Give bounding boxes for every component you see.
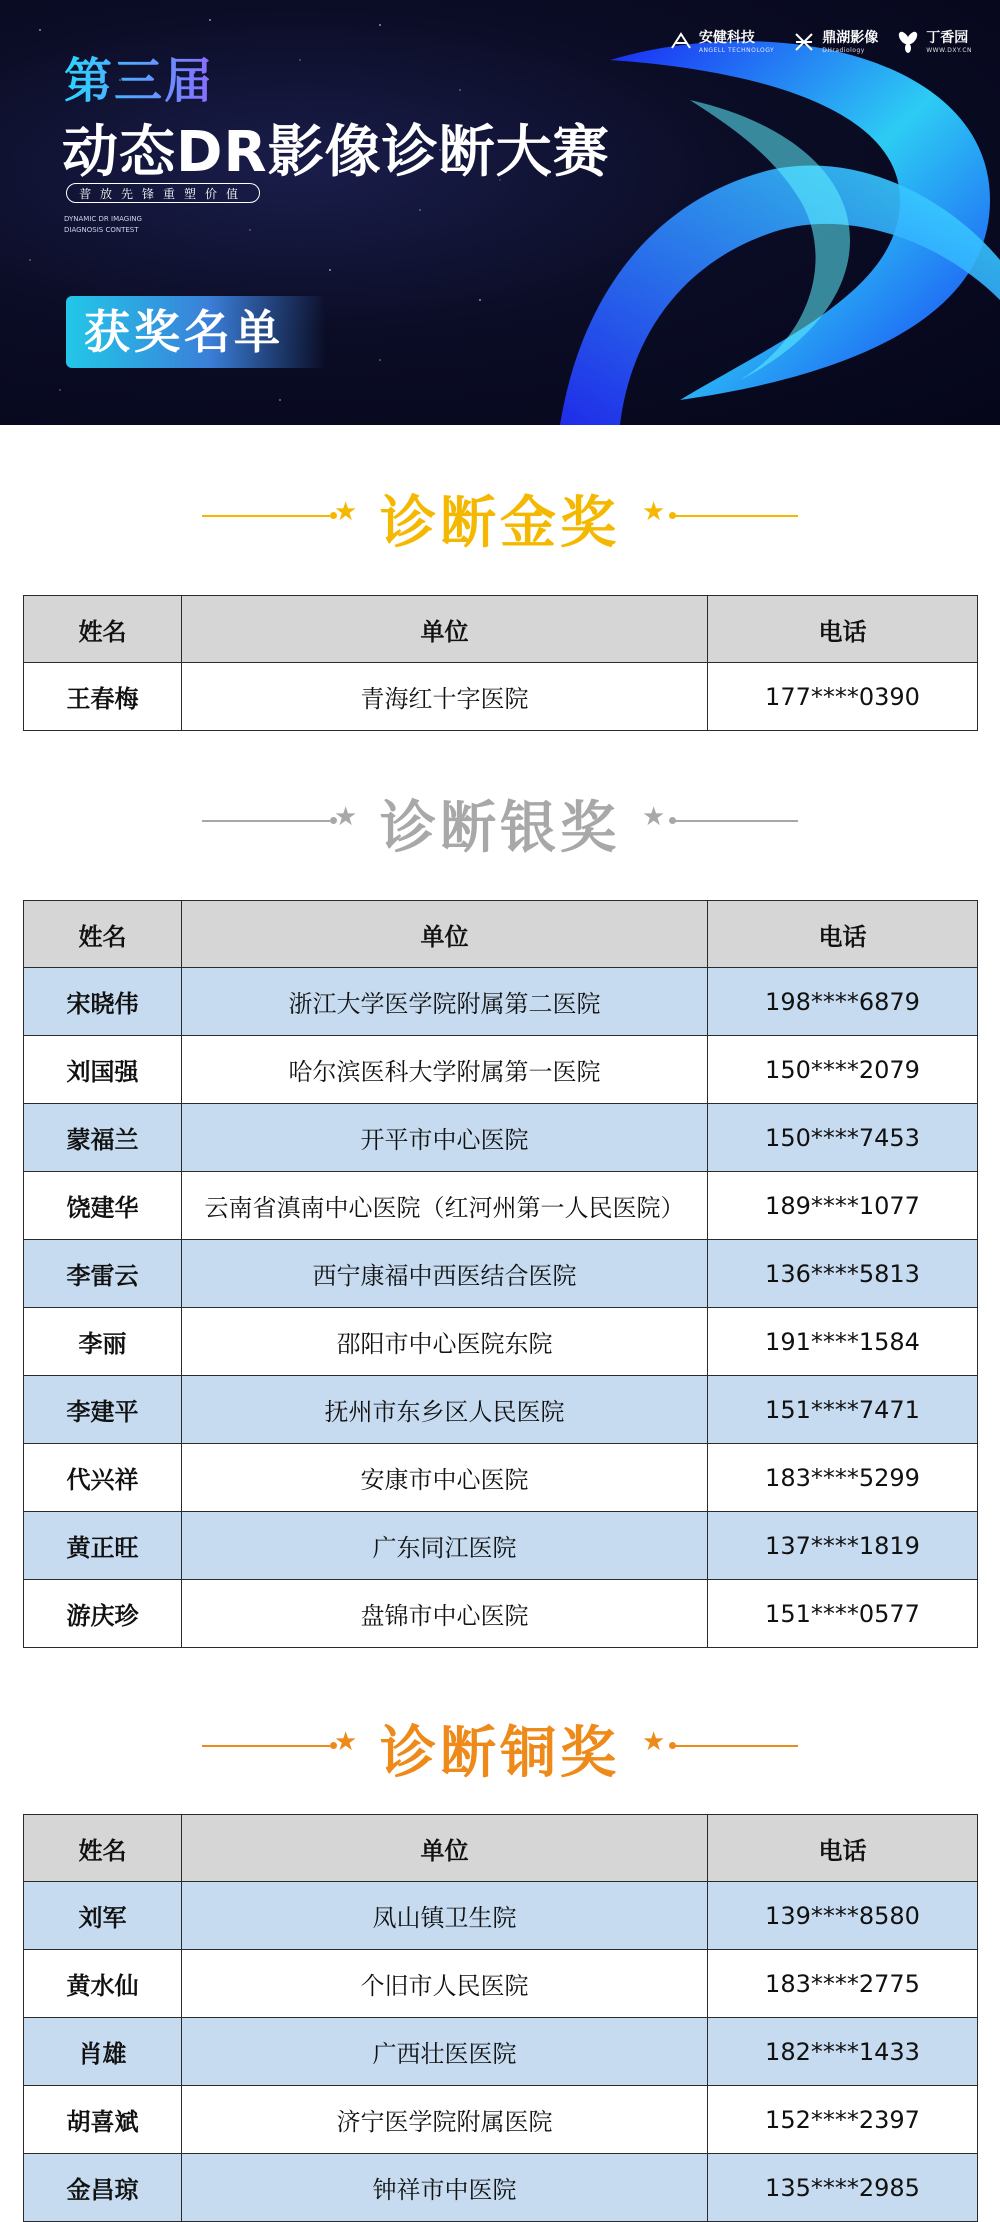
star-icon: ★ xyxy=(642,802,666,832)
gold-award-table xyxy=(23,595,978,731)
table-row xyxy=(24,663,978,731)
winner-phone: 177****0390 xyxy=(708,663,978,731)
winner-name: 饶建华 xyxy=(24,1172,182,1240)
table-row xyxy=(24,1376,978,1444)
winner-phone: 151****0577 xyxy=(708,1580,978,1648)
winner-phone: 183****5299 xyxy=(708,1444,978,1512)
winner-phone: 198****6879 xyxy=(708,968,978,1036)
winner-name: 黄水仙 xyxy=(24,1950,182,2018)
header-phone: 电话 xyxy=(708,596,978,663)
divider-line xyxy=(670,820,798,822)
winner-phone: 151****7471 xyxy=(708,1376,978,1444)
winner-name: 李丽 xyxy=(24,1308,182,1376)
sponsor-name: 安健科技 xyxy=(698,29,755,46)
blue-ribbon-graphic xyxy=(520,0,1000,425)
winner-phone: 191****1584 xyxy=(708,1308,978,1376)
silver-award-heading xyxy=(0,780,1000,860)
star-icon: ★ xyxy=(642,497,666,527)
table-header-row xyxy=(24,1815,978,1882)
header-phone: 电话 xyxy=(708,901,978,968)
winner-unit: 凤山镇卫生院 xyxy=(182,1882,708,1950)
table-row xyxy=(24,968,978,1036)
banner xyxy=(0,0,1000,425)
winner-phone: 152****2397 xyxy=(708,2086,978,2154)
header-unit: 单位 xyxy=(182,901,708,968)
winner-phone: 137****1819 xyxy=(708,1512,978,1580)
winner-unit: 钟祥市中医院 xyxy=(182,2154,708,2222)
star-icon: ★ xyxy=(334,1727,358,1757)
header-name: 姓名 xyxy=(24,1815,182,1882)
table-row xyxy=(24,1104,978,1172)
winner-unit: 广东同江医院 xyxy=(182,1512,708,1580)
table-header-row xyxy=(24,901,978,968)
sponsor-subname: ANGELL TECHNOLOGY xyxy=(698,46,775,54)
gold-award-heading xyxy=(0,475,1000,555)
sponsor-subname: DHradiology xyxy=(822,46,865,54)
winner-unit: 浙江大学医学院附属第二医院 xyxy=(182,968,708,1036)
star-icon: ★ xyxy=(334,497,358,527)
winner-unit: 西宁康福中西医结合医院 xyxy=(182,1240,708,1308)
table-row xyxy=(24,1580,978,1648)
winner-name: 李建平 xyxy=(24,1376,182,1444)
dxy-flower-logo-icon xyxy=(896,30,920,54)
winner-phone: 150****7453 xyxy=(708,1104,978,1172)
header-unit: 单位 xyxy=(182,596,708,663)
dinghu-logo-icon xyxy=(792,30,816,54)
winner-unit: 盘锦市中心医院 xyxy=(182,1580,708,1648)
divider-line xyxy=(670,1745,798,1747)
winner-phone: 136****5813 xyxy=(708,1240,978,1308)
table-header-row xyxy=(24,596,978,663)
header-phone: 电话 xyxy=(708,1815,978,1882)
bronze-award-table xyxy=(23,1814,978,2222)
winner-unit: 济宁医学院附属医院 xyxy=(182,2086,708,2154)
winners-list-badge: 获奖名单 xyxy=(66,296,326,368)
sponsor-logos xyxy=(669,30,972,54)
table-row xyxy=(24,1444,978,1512)
winner-name: 肖雄 xyxy=(24,2018,182,2086)
silver-award-title: 诊断银奖 xyxy=(380,796,620,861)
winner-phone: 135****2985 xyxy=(708,2154,978,2222)
winner-unit: 云南省滇南中心医院（红河州第一人民医院） xyxy=(182,1172,708,1240)
winner-name: 黄正旺 xyxy=(24,1512,182,1580)
table-row xyxy=(24,1950,978,2018)
winner-name: 王春梅 xyxy=(24,663,182,731)
winner-unit: 邵阳市中心医院东院 xyxy=(182,1308,708,1376)
winner-unit: 广西壮医医院 xyxy=(182,2018,708,2086)
winner-name: 宋晓伟 xyxy=(24,968,182,1036)
table-row xyxy=(24,2154,978,2222)
winner-phone: 139****8580 xyxy=(708,1882,978,1950)
winner-name: 蒙福兰 xyxy=(24,1104,182,1172)
table-row xyxy=(24,1308,978,1376)
winner-unit: 青海红十字医院 xyxy=(182,663,708,731)
winner-name: 金昌琼 xyxy=(24,2154,182,2222)
winner-phone: 150****2079 xyxy=(708,1036,978,1104)
bronze-award-title: 诊断铜奖 xyxy=(380,1721,620,1786)
winner-phone: 182****1433 xyxy=(708,2018,978,2086)
angell-logo-icon xyxy=(669,30,693,54)
winner-unit: 安康市中心医院 xyxy=(182,1444,708,1512)
sponsor-name: 丁香园 xyxy=(926,29,969,46)
header-name: 姓名 xyxy=(24,901,182,968)
winner-unit: 抚州市东乡区人民医院 xyxy=(182,1376,708,1444)
winner-name: 游庆珍 xyxy=(24,1580,182,1648)
winner-phone: 183****2775 xyxy=(708,1950,978,2018)
winner-name: 胡喜斌 xyxy=(24,2086,182,2154)
header-name: 姓名 xyxy=(24,596,182,663)
winner-unit: 哈尔滨医科大学附属第一医院 xyxy=(182,1036,708,1104)
english-title: DYNAMIC DR IMAGING DIAGNOSIS CONTEST xyxy=(64,215,142,234)
header-unit: 单位 xyxy=(182,1815,708,1882)
divider-line xyxy=(670,515,798,517)
gold-award-title: 诊断金奖 xyxy=(380,491,620,556)
slogan: 普放先锋重塑价值 xyxy=(66,183,260,203)
table-row xyxy=(24,2086,978,2154)
sponsor-subname: WWW.DXY.CN xyxy=(926,46,972,54)
table-row xyxy=(24,1036,978,1104)
sponsor-logo-dinghu xyxy=(792,30,878,54)
silver-award-table xyxy=(23,900,978,1648)
table-row xyxy=(24,1240,978,1308)
star-icon: ★ xyxy=(334,802,358,832)
winner-unit: 个旧市人民医院 xyxy=(182,1950,708,2018)
contest-title: 动态DR影像诊断大赛 xyxy=(62,120,610,185)
star-icon: ★ xyxy=(642,1727,666,1757)
winner-name: 刘国强 xyxy=(24,1036,182,1104)
winner-name: 李雷云 xyxy=(24,1240,182,1308)
sponsor-logo-angell xyxy=(669,30,774,54)
sponsor-logo-dxy xyxy=(896,30,972,54)
winner-name: 代兴祥 xyxy=(24,1444,182,1512)
winner-phone: 189****1077 xyxy=(708,1172,978,1240)
table-row xyxy=(24,2018,978,2086)
winner-unit: 开平市中心医院 xyxy=(182,1104,708,1172)
table-row xyxy=(24,1172,978,1240)
edition-label: 第三届 xyxy=(64,42,214,111)
table-row xyxy=(24,1512,978,1580)
sponsor-name: 鼎湖影像 xyxy=(822,29,879,46)
winner-name: 刘军 xyxy=(24,1882,182,1950)
bronze-award-heading xyxy=(0,1705,1000,1785)
table-row xyxy=(24,1882,978,1950)
